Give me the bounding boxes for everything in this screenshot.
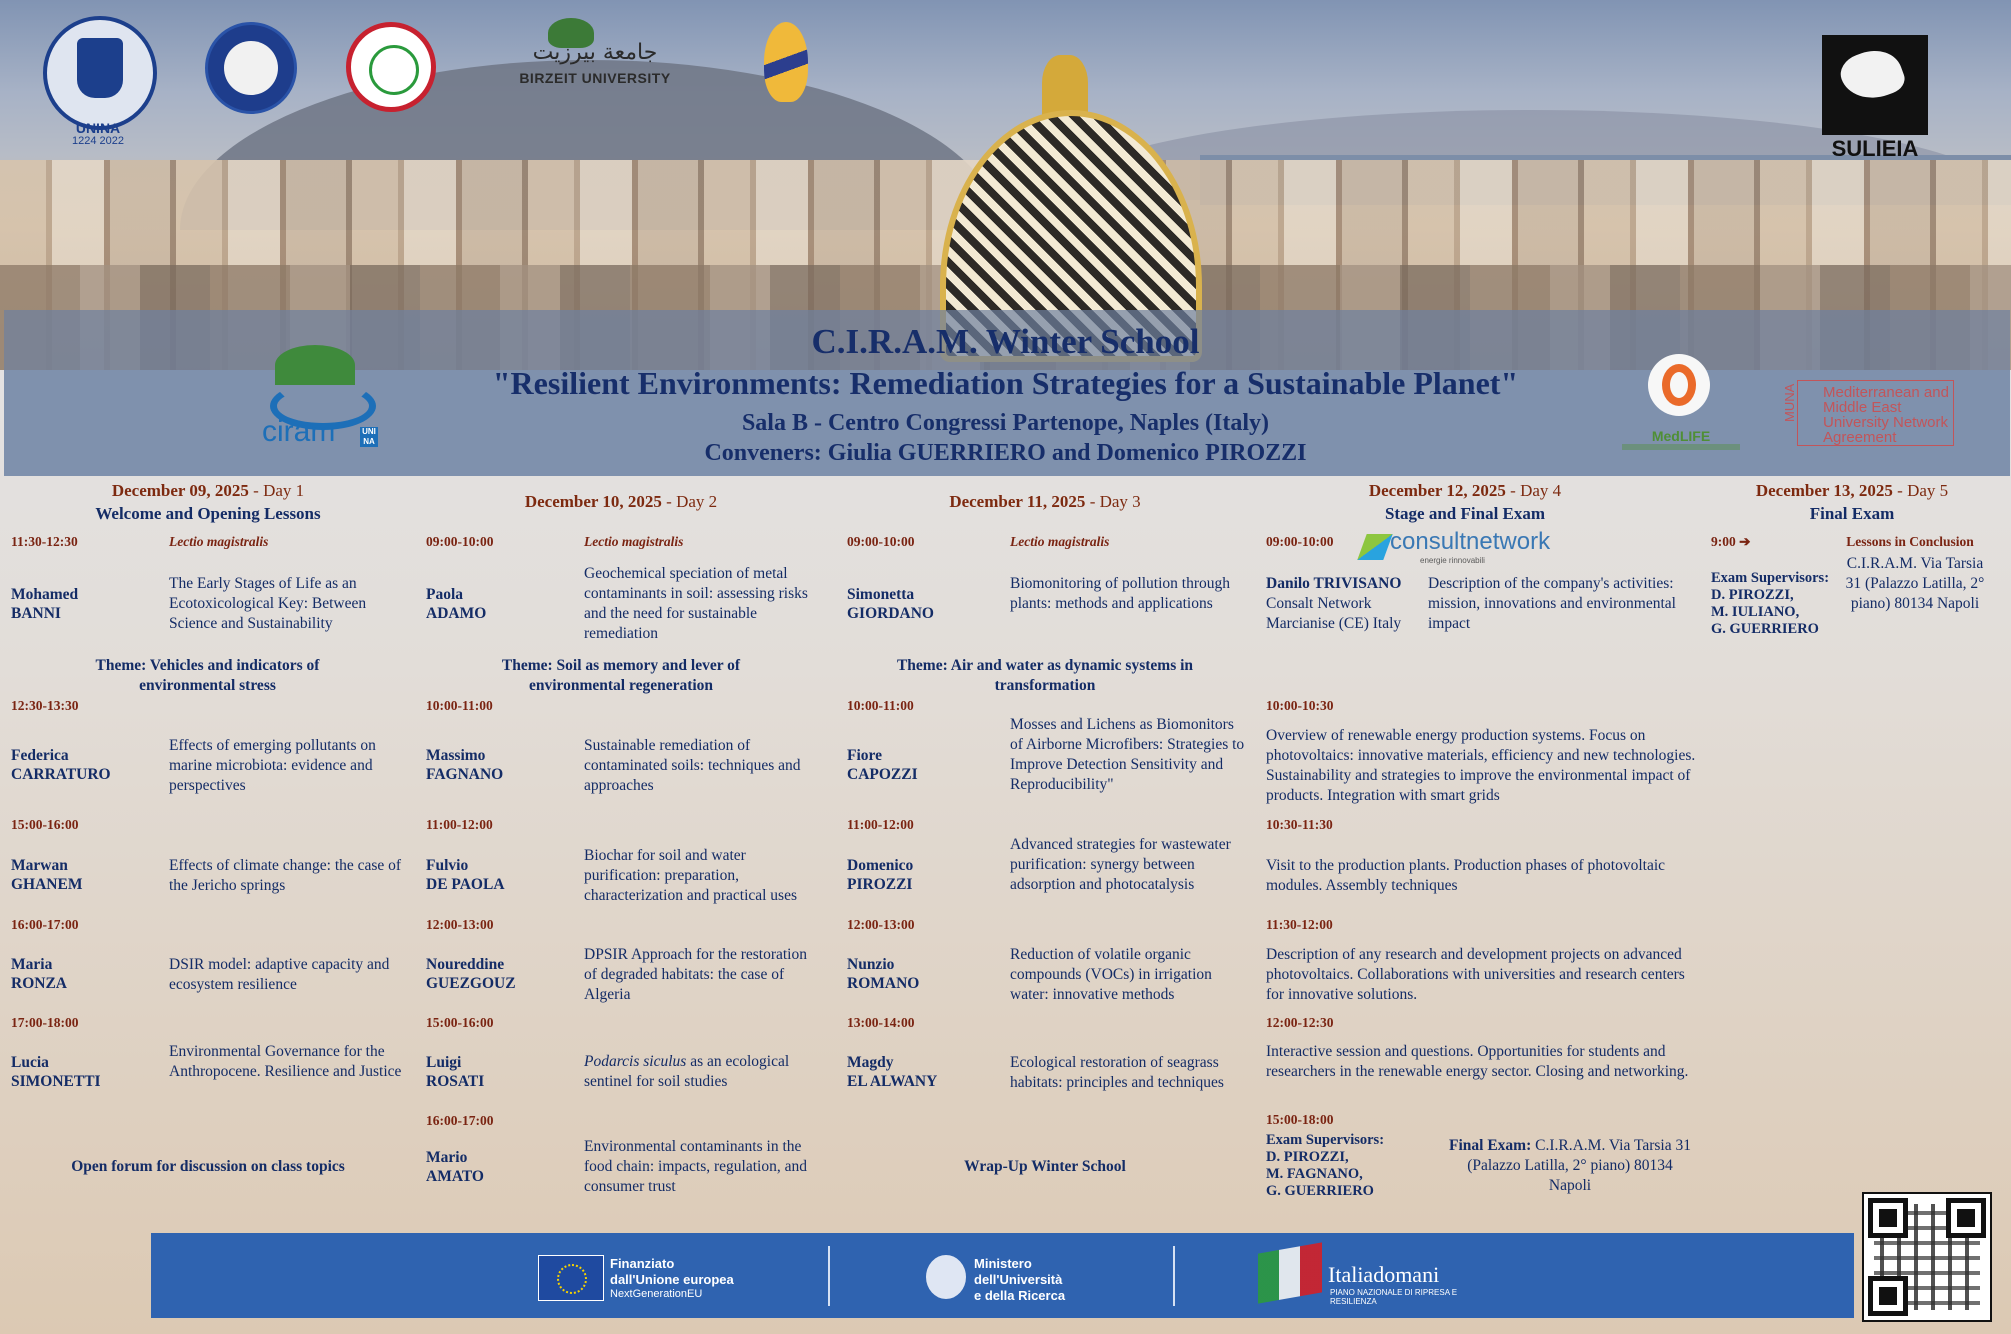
day4-t4-time: 11:30-12:00 <box>1266 917 1333 932</box>
day3-s4-speaker <box>847 1053 937 1091</box>
speaker-first-name: Domenico <box>847 857 914 874</box>
day2-lectio-label: Lectio magistralis <box>584 534 684 549</box>
day1-s3-topic: DSIR model: adaptive capacity and ecosystem resilience <box>169 956 390 993</box>
speaker-last-name: GUEZGOUZ <box>426 975 516 992</box>
day3-s4-topic: Ecological restoration of seagrass habitats: principles and techniques <box>1010 1054 1224 1091</box>
medlife-logo <box>1648 354 1710 416</box>
eu-flag-icon <box>538 1255 604 1301</box>
consalt-network-logo: consultnetwork <box>1390 528 1551 555</box>
day5-date: December 13, 2025 <box>1755 481 1893 500</box>
day5-time: 9:00 ➔ <box>1711 534 1751 549</box>
topic-text: as an ecological sentinel for soil studies <box>584 1053 790 1090</box>
consalt-network-icon <box>1357 534 1392 560</box>
day5-subtitle: Final Exam <box>1809 504 1895 523</box>
day2-s2-topic: Biochar for soil and water purification: preparation, characterization and practical uses <box>584 847 798 904</box>
italiadomani-logo-text: Italiadomani <box>1328 1262 1440 1287</box>
day1-date: December 09, 2025 <box>111 481 249 500</box>
day1-lectio-topic: The Early Stages of Life as an Ecotoxicological Key: Between Science and Sustainability <box>169 575 367 632</box>
day5-lesson: Lessons in Conclusion <box>1846 534 1974 549</box>
conveners: Conveners: Giulia GUERRIERO and Domenico PIROZZI <box>704 440 1307 466</box>
day3-s4-time: 13:00-14:00 <box>847 1015 915 1030</box>
footer-divider <box>828 1246 830 1306</box>
day1-s2-topic: Effects of climate change: the case of the Jericho springs <box>169 857 402 894</box>
mur-line-1: Ministero <box>974 1256 1032 1271</box>
speaker-last-name: GHANEM <box>11 876 83 893</box>
speaker-last-name: AMATO <box>426 1168 484 1185</box>
day1-s4-topic: Environmental Governance for the Anthropocene. Resilience and Justice <box>169 1043 402 1080</box>
day3-s3-topic: Reduction of volatile organic compounds (VOCs) in irrigation water: innovative methods <box>1010 946 1212 1003</box>
day5-location: C.I.R.A.M. Via Tarsia 31 (Palazzo Latilla, 2° piano) 80134 Napoli <box>1845 555 1985 612</box>
sulieia-logo <box>1822 35 1928 135</box>
day1-label: - Day 1 <box>248 481 305 500</box>
day1-s4-time: 17:00-18:00 <box>11 1015 79 1030</box>
eu-line-3: NextGenerationEU <box>610 1288 703 1300</box>
day2-s5-speaker <box>426 1148 484 1186</box>
speaker-last-name: EL ALWANY <box>847 1073 938 1090</box>
day1-heading <box>20 481 396 501</box>
day2-s2-time: 11:00-12:00 <box>426 817 493 832</box>
day1-s2-time: 15:00-16:00 <box>11 817 79 832</box>
day2-theme: Theme: Soil as memory and lever of environmental regeneration <box>501 657 741 694</box>
day4-heading <box>1265 481 1665 501</box>
day3-s2-time: 11:00-12:00 <box>847 817 914 832</box>
speaker-location: Marcianise (CE) Italy <box>1266 615 1402 632</box>
school-title: "Resilient Environments: Remediation Strategies for a Sustainable Planet" <box>492 365 1519 401</box>
day3-s1-time: 10:00-11:00 <box>847 698 914 713</box>
unina-logo-text: UNINA <box>75 120 121 136</box>
day4-speaker <box>1266 574 1416 634</box>
ciram-unina-badge: UNI NA <box>360 427 378 447</box>
day3-s2-topic: Advanced strategies for wastewater purification: synergy between adsorption and photocatalysis <box>1010 836 1231 893</box>
day4-exam-supervisors <box>1266 1132 1384 1200</box>
day4-t5-time: 12:00-12:30 <box>1266 1015 1334 1030</box>
speaker-first-name: Mario <box>426 1149 468 1166</box>
day4-label: - Day 4 <box>1505 481 1562 500</box>
day2-s3-time: 12:00-13:00 <box>426 917 494 932</box>
day4-subtitle: Stage and Final Exam <box>1384 504 1546 523</box>
day4-t5-topic: Interactive session and questions. Opportunities for students and researchers in the renewable energy sector. Closing and networking. <box>1266 1043 1689 1080</box>
day4-t1-time: 09:00-10:00 <box>1266 534 1334 549</box>
final-exam-label: Final Exam: <box>1449 1137 1532 1154</box>
speaker-last-name: BANNI <box>11 605 61 622</box>
speaker-first-name: Massimo <box>426 747 486 764</box>
day1-lectio-label: Lectio magistralis <box>169 534 269 549</box>
day4-t1-topic: Description of the company's activities: mission, innovations and environmental impact <box>1428 575 1676 632</box>
muna-logo-text: Mediterranean and Middle East University Network Agreement <box>1823 384 1949 446</box>
day2-lectio-time: 09:00-10:00 <box>426 534 494 549</box>
day3-closing: Wrap-Up Winter School <box>964 1158 1126 1175</box>
university-seal-logo <box>346 22 436 112</box>
supervisor: M. FAGNANO, <box>1266 1166 1363 1182</box>
speaker-first-name: Marwan <box>11 857 68 874</box>
day2-s3-speaker <box>426 955 516 993</box>
day3-s3-speaker <box>847 955 919 993</box>
speaker-last-name: PIROZZI <box>847 876 913 893</box>
birzeit-logo-arabic: جامعة بيرزيت <box>532 40 658 65</box>
unina-logo-years: 1224 2022 <box>72 135 124 147</box>
flame-logo <box>764 22 808 102</box>
day2-s4-speaker <box>426 1053 484 1091</box>
day1-s4-speaker <box>11 1053 101 1091</box>
day1-lectio-speaker <box>11 585 78 623</box>
sulieia-logo-text: SULIEIA <box>1831 136 1919 161</box>
supervisors-title: Exam Supervisors: <box>1266 1132 1385 1148</box>
day2-s4-topic <box>584 1052 819 1092</box>
day4-t2-time: 10:00-10:30 <box>1266 698 1334 713</box>
speaker-first-name: Maria <box>11 956 53 973</box>
day3-heading <box>860 492 1230 512</box>
speaker-first-name: Federica <box>11 747 69 764</box>
day2-s3-topic: DPSIR Approach for the restoration of degraded habitats: the case of Algeria <box>584 946 807 1003</box>
day4-t2-topic: Overview of renewable energy production systems. Focus on photovoltaics: innovative materials, efficiency and new technologies. Sustainability and strategies to improve the environmental impact of products. Integration with smart grids <box>1266 727 1696 804</box>
day1-s1-time: 12:30-13:30 <box>11 698 79 713</box>
day2-lectio-topic: Geochemical speciation of metal contaminants in soil: assessing risks and the need for sustainable remediation <box>584 565 808 642</box>
day2-label: - Day 2 <box>661 492 718 511</box>
speaker-first-name: Nunzio <box>847 956 895 973</box>
day5-label: - Day 5 <box>1892 481 1949 500</box>
day3-s2-speaker <box>847 856 913 894</box>
supervisor: G. GUERRIERO <box>1711 621 1819 637</box>
muna-logo-side: MUNA <box>1782 383 1797 422</box>
venue: Sala B - Centro Congressi Partenope, Naples (Italy) <box>741 410 1270 436</box>
supervisor: D. PIROZZI, <box>1711 587 1794 603</box>
speaker-last-name: ROMANO <box>847 975 920 992</box>
speaker-first-name: Mohamed <box>11 586 79 603</box>
school-name: C.I.R.A.M. Winter School <box>811 322 1200 361</box>
day3-s3-time: 12:00-13:00 <box>847 917 915 932</box>
day3-lectio-time: 09:00-10:00 <box>847 534 915 549</box>
eu-funding-text <box>610 1256 734 1300</box>
speaker-last-name: ROSATI <box>426 1073 485 1090</box>
birzeit-logo-text: BIRZEIT UNIVERSITY <box>519 70 671 86</box>
mur-seal-icon <box>926 1255 966 1299</box>
day2-date: December 10, 2025 <box>524 492 662 511</box>
medlife-logo-strip <box>1622 444 1740 450</box>
day2-s1-speaker <box>426 746 503 784</box>
speaker-last-name: ADAMO <box>426 605 487 622</box>
speaker-name: Danilo TRIVISANO <box>1266 575 1402 592</box>
supervisor: M. IULIANO, <box>1711 604 1800 620</box>
species-name: Podarcis siculus <box>584 1053 687 1070</box>
unina-logo <box>43 16 157 130</box>
speaker-first-name: Simonetta <box>847 586 915 603</box>
footer-divider <box>1173 1246 1175 1306</box>
speaker-first-name: Noureddine <box>426 956 505 973</box>
day1-lectio-time: 11:30-12:30 <box>11 534 78 549</box>
day3-lectio-topic: Biomonitoring of pollution through plants: methods and applications <box>1010 575 1231 612</box>
day4-final-exam <box>1445 1136 1695 1196</box>
mur-line-3: e della Ricerca <box>974 1288 1066 1303</box>
speaker-last-name: RONZA <box>11 975 67 992</box>
speaker-first-name: Luigi <box>426 1054 462 1071</box>
day2-s2-speaker <box>426 856 505 894</box>
day1-s2-speaker <box>11 856 82 894</box>
speaker-last-name: SIMONETTI <box>11 1073 101 1090</box>
day3-label: - Day 3 <box>1085 492 1141 511</box>
day2-heading <box>436 492 806 512</box>
day4-t4-topic: Description of any research and development projects on advanced photovoltaics. Collaborations with universities and research centers for innovative solutions. <box>1266 946 1685 1003</box>
final-exam-location: C.I.R.A.M. Via Tarsia 31 (Palazzo Latilla, 2° piano) 80134 Napoli <box>1467 1137 1691 1194</box>
day1-theme: Theme: Vehicles and indicators of environmental stress <box>95 657 320 694</box>
day1-subtitle: Welcome and Opening Lessons <box>95 504 321 523</box>
speaker-organization: Consalt Network <box>1266 595 1372 612</box>
day2-s1-time: 10:00-11:00 <box>426 698 493 713</box>
day1-s3-time: 16:00-17:00 <box>11 917 79 932</box>
day4-t3-time: 10:30-11:30 <box>1266 817 1333 832</box>
italiadomani-subtitle: PIANO NAZIONALE DI RIPRESA E RESILIENZA <box>1330 1288 1458 1306</box>
speaker-last-name: GIORDANO <box>847 605 934 622</box>
day4-date: December 12, 2025 <box>1368 481 1506 500</box>
ciram-logo-text: ciram <box>262 415 336 448</box>
speaker-first-name: Paola <box>426 586 464 603</box>
speaker-first-name: Magdy <box>847 1054 894 1071</box>
day1-s1-topic: Effects of emerging pollutants on marine microbiota: evidence and perspectives <box>169 737 376 794</box>
speaker-last-name: DE PAOLA <box>426 876 505 893</box>
day2-s4-time: 15:00-16:00 <box>426 1015 494 1030</box>
eu-line-1: Finanziato <box>610 1256 675 1271</box>
day1-s3-speaker <box>11 955 67 993</box>
day4-t3-topic: Visit to the production plants. Production phases of photovoltaic modules. Assembly techniques <box>1266 857 1666 894</box>
speaker-last-name: CARRATURO <box>11 766 111 783</box>
eu-line-2: dall'Unione europea <box>610 1272 734 1287</box>
day3-s1-topic: Mosses and Lichens as Biomonitors of Airborne Microfibers: Strategies to Improve Detection Sensitivity and Reproducibility" <box>1010 716 1245 793</box>
mur-text <box>974 1256 1065 1304</box>
speaker-last-name: FAGNANO <box>426 766 504 783</box>
day1-s1-speaker <box>11 746 111 784</box>
speaker-first-name: Fiore <box>847 747 883 764</box>
day3-s1-speaker <box>847 746 918 784</box>
day2-s5-time: 16:00-17:00 <box>426 1113 494 1128</box>
day5-heading <box>1712 481 1992 501</box>
consalt-network-tagline: energie rinnovabili <box>1420 556 1485 565</box>
suez-canal-university-logo <box>205 22 297 114</box>
speaker-first-name: Fulvio <box>426 857 469 874</box>
day3-lectio-label: Lectio magistralis <box>1010 534 1110 549</box>
qr-code[interactable] <box>1862 1192 1992 1322</box>
day4-t6-time: 15:00-18:00 <box>1266 1112 1334 1127</box>
speaker-first-name: Lucia <box>11 1054 49 1071</box>
day5-exam-supervisors <box>1711 570 1829 638</box>
supervisor: D. PIROZZI, <box>1266 1149 1349 1165</box>
day2-lectio-speaker <box>426 585 486 623</box>
day2-s5-topic: Environmental contaminants in the food chain: impacts, regulation, and consumer trust <box>584 1138 807 1195</box>
mur-line-2: dell'Università <box>974 1272 1063 1287</box>
day2-s1-topic: Sustainable remediation of contaminated soils: techniques and approaches <box>584 737 801 794</box>
supervisors-title: Exam Supervisors: <box>1711 570 1830 586</box>
speaker-last-name: CAPOZZI <box>847 766 918 783</box>
day3-date: December 11, 2025 <box>949 492 1086 511</box>
supervisor: G. GUERRIERO <box>1266 1183 1374 1199</box>
day3-theme: Theme: Air and water as dynamic systems in transformation <box>896 657 1194 694</box>
day1-closing: Open forum for discussion on class topics <box>71 1158 345 1175</box>
day3-lectio-speaker <box>847 585 934 623</box>
medlife-logo-text: MedLIFE <box>1651 428 1711 444</box>
